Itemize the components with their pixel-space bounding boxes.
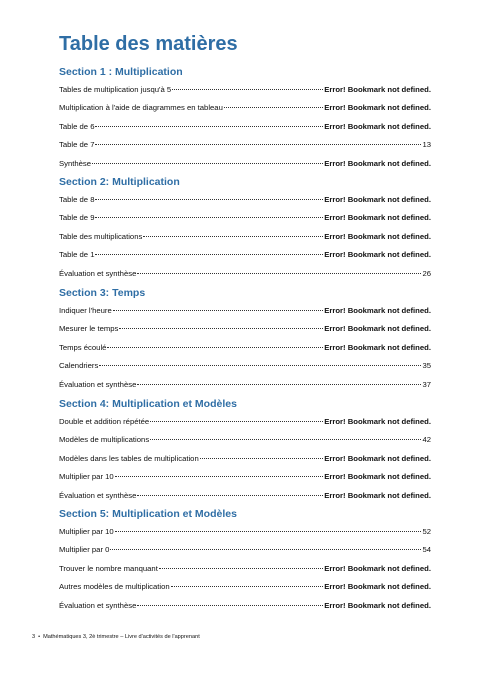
toc-entry-page: Error! Bookmark not defined. [324, 472, 431, 482]
toc-entry-page: 26 [422, 268, 431, 278]
dot-leader [137, 495, 323, 496]
dot-leader [107, 347, 323, 348]
toc-entry-page: 54 [422, 545, 431, 555]
toc-entry-page: Error! Bookmark not defined. [324, 121, 431, 131]
section-heading[interactable]: Section 3: Temps [59, 287, 146, 299]
toc-entry-title: Mesurer le temps [59, 324, 119, 334]
toc-entry-page: 37 [422, 379, 431, 389]
dot-leader [150, 439, 421, 440]
section-heading[interactable]: Section 5: Multiplication et Modèles [59, 508, 237, 520]
toc-entry-title: Indiquer l'heure [59, 306, 112, 315]
toc-section [59, 395, 431, 505]
toc-entry-title: Synthèse [59, 158, 92, 168]
toc-entry[interactable] [59, 155, 431, 173]
dot-leader [95, 144, 421, 145]
toc-entry[interactable] [59, 191, 431, 209]
toc-entry-page: Error! Bookmark not defined. [324, 600, 431, 610]
toc-entry-page: Error! Bookmark not defined. [324, 158, 431, 168]
toc-entry-page: Error! Bookmark not defined. [324, 213, 431, 223]
dot-leader [143, 236, 323, 237]
dot-leader [95, 217, 323, 218]
toc-entry[interactable] [59, 578, 431, 596]
toc-entry-title: Évaluation et synthèse [59, 379, 137, 389]
toc-entry[interactable] [59, 246, 431, 264]
toc-entry-title: Table de 1 [59, 250, 95, 260]
toc-entry[interactable] [59, 431, 431, 449]
dot-leader [95, 254, 323, 255]
toc-entry-title: Évaluation et synthèse [59, 268, 137, 278]
toc-entry-title: Table de 6 [59, 121, 95, 131]
toc-entry-page: Error! Bookmark not defined. [324, 324, 431, 334]
toc-entry[interactable] [59, 228, 431, 246]
toc-entry[interactable] [59, 302, 431, 320]
toc-entry[interactable] [59, 541, 431, 559]
toc-entry-page: 35 [422, 361, 431, 371]
dot-leader [115, 476, 324, 477]
dot-leader [137, 605, 323, 606]
dot-leader [150, 421, 323, 422]
toc-entry-title: Table de 8 [59, 195, 95, 204]
toc-entry-page: Error! Bookmark not defined. [324, 250, 431, 260]
toc-section [59, 63, 431, 173]
toc-entry[interactable] [59, 118, 431, 136]
toc-entry-title: Trouver le nombre manquant [59, 563, 158, 573]
toc-entry-title: Table des multiplications [59, 231, 143, 241]
toc-entry[interactable] [59, 450, 431, 468]
dot-leader [110, 549, 421, 550]
dot-leader [137, 273, 421, 274]
toc-entry[interactable] [59, 209, 431, 227]
toc-entry[interactable] [59, 81, 431, 99]
footer-page-number: 3 [32, 634, 36, 640]
toc-entry[interactable] [59, 523, 431, 541]
dot-leader [137, 384, 421, 385]
toc-entry[interactable] [59, 487, 431, 505]
toc-entry-title: Double et addition répétée [59, 417, 150, 426]
toc-entry-page: Error! Bookmark not defined. [324, 490, 431, 500]
toc-entry[interactable] [59, 560, 431, 578]
toc-section [59, 173, 431, 283]
toc-entry-page: Error! Bookmark not defined. [324, 195, 431, 204]
toc-entry-title: Table de 9 [59, 213, 95, 223]
toc-entry-page: Error! Bookmark not defined. [324, 417, 431, 426]
dot-leader [92, 163, 323, 164]
toc-entry-page: Error! Bookmark not defined. [324, 231, 431, 241]
toc-entry[interactable] [59, 265, 431, 283]
dot-leader [200, 458, 323, 459]
toc-entry-title: Multiplier par 0 [59, 545, 110, 555]
dot-leader [95, 199, 323, 200]
toc-entry[interactable] [59, 339, 431, 357]
toc-entry-page: 42 [422, 435, 431, 445]
toc-entry-page: Error! Bookmark not defined. [324, 453, 431, 463]
toc-entry-page: Error! Bookmark not defined. [324, 563, 431, 573]
dot-leader [119, 328, 323, 329]
toc-entry-title: Modèles de multiplications [59, 435, 150, 445]
toc-entry[interactable] [59, 597, 431, 615]
toc-section [59, 505, 431, 615]
dot-leader [113, 310, 323, 311]
toc-entry-title: Temps écoulé [59, 342, 107, 352]
toc-entry[interactable] [59, 136, 431, 154]
toc-entry-title: Évaluation et synthèse [59, 490, 137, 500]
page-title: Table des matières [59, 33, 238, 55]
toc-entry-page: Error! Bookmark not defined. [324, 342, 431, 352]
toc-entry-title: Évaluation et synthèse [59, 600, 137, 610]
dot-leader [95, 126, 323, 127]
toc-entry[interactable] [59, 376, 431, 394]
toc-entry-title: Tables de multiplication jusqu'à 5 [59, 85, 172, 94]
toc-entry-title: Calendriers [59, 361, 99, 371]
toc-entry-title: Multiplication à l'aide de diagrammes en tableau [59, 103, 223, 113]
toc-entry[interactable] [59, 413, 431, 431]
footer-bullet: • [38, 634, 41, 640]
dot-leader [172, 89, 323, 90]
toc-entry-page: Error! Bookmark not defined. [324, 85, 431, 94]
dot-leader [99, 365, 421, 366]
toc-entry-page: Error! Bookmark not defined. [324, 306, 431, 315]
dot-leader [115, 531, 422, 532]
toc-entry-page: 13 [422, 140, 431, 150]
dot-leader [171, 586, 324, 587]
toc-entry-title: Multiplier par 10 [59, 472, 114, 482]
page-footer [32, 634, 200, 640]
toc-entry[interactable] [59, 99, 431, 117]
toc-entry-title: Autres modèles de multiplication [59, 582, 170, 592]
toc-entry-page: Error! Bookmark not defined. [324, 103, 431, 113]
footer-book-title: Mathématiques 3, 2è trimestre – Livre d'activités de l'apprenant [43, 634, 200, 640]
toc-entry[interactable] [59, 357, 431, 375]
section-heading[interactable]: Section 2: Multiplication [59, 176, 180, 188]
toc-entry-page: 52 [422, 527, 431, 536]
toc-entry-title: Multiplier par 10 [59, 527, 114, 536]
toc-entry[interactable] [59, 468, 431, 486]
dot-leader [224, 107, 323, 108]
section-heading[interactable]: Section 4: Multiplication et Modèles [59, 398, 237, 410]
dot-leader [159, 568, 323, 569]
toc-entry[interactable] [59, 320, 431, 338]
toc-entry-page: Error! Bookmark not defined. [324, 582, 431, 592]
toc-entry-title: Modèles dans les tables de multiplication [59, 453, 199, 463]
section-heading[interactable]: Section 1 : Multiplication [59, 66, 183, 78]
toc-section [59, 284, 431, 394]
toc-entry-title: Table de 7 [59, 140, 95, 150]
